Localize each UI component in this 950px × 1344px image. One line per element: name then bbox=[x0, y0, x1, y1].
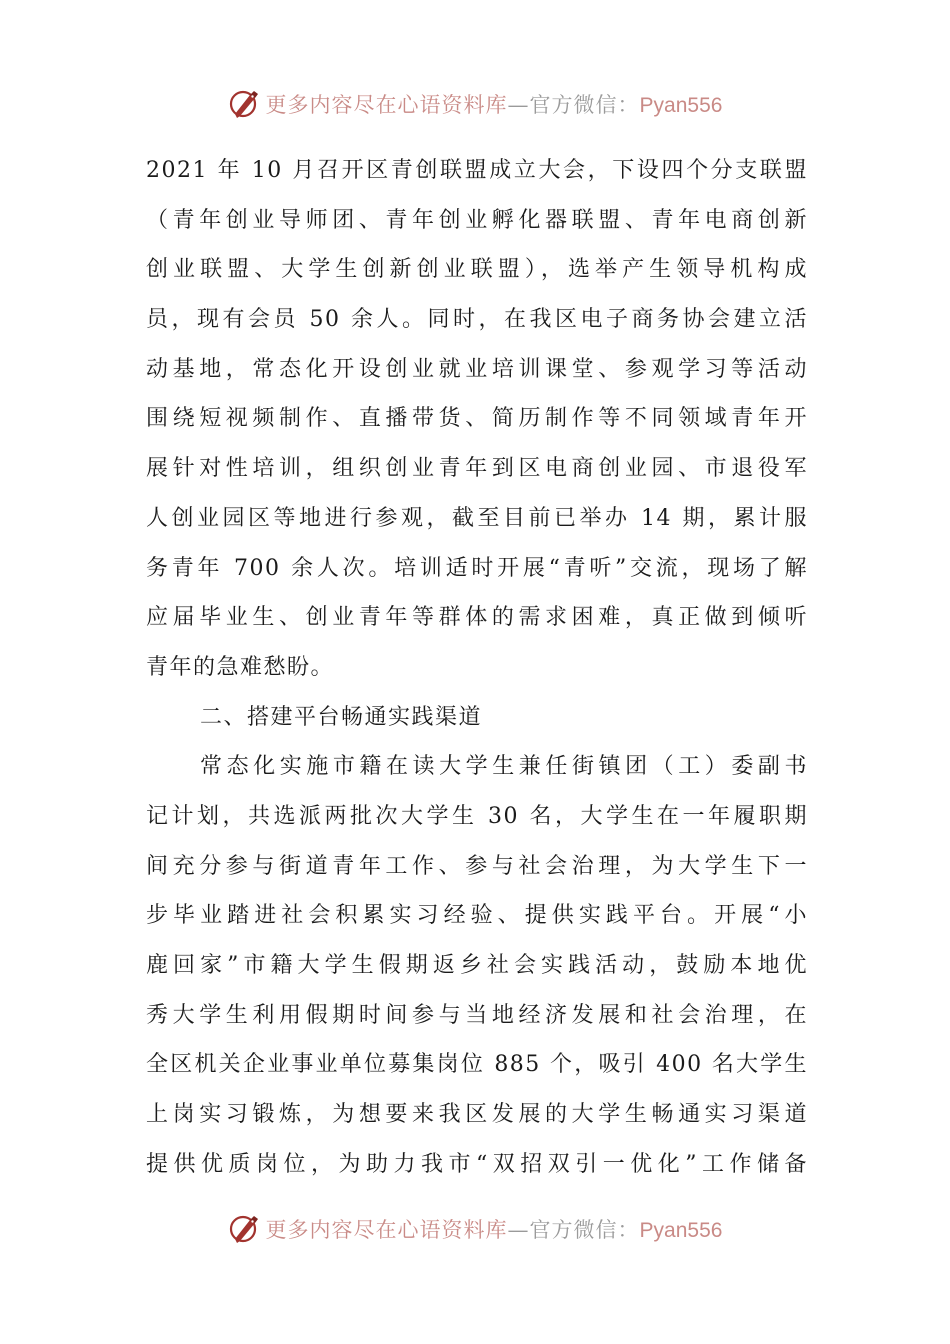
paragraph-line: 展针对性培训，组织创业青年到区电商创业园、市退役军 bbox=[146, 456, 808, 482]
watermark-text bbox=[266, 89, 723, 119]
watermark-id: Pyan556 bbox=[639, 94, 723, 117]
paragraph-line: 2021 年 10 月召开区青创联盟成立大会，下设四个分支联盟 bbox=[146, 158, 808, 183]
section-heading: 二、搭建平台畅通实践渠道 bbox=[200, 704, 483, 730]
paragraph-line: 提供优质岗位，为助力我市“双招双引一优化”工作储备 bbox=[146, 1151, 808, 1177]
paragraph-line: 上岗实习锻炼，为想要来我区发展的大学生畅通实习渠道 bbox=[146, 1102, 808, 1128]
watermark-brand: 更多内容尽在心语资料库 bbox=[265, 1218, 508, 1242]
watermark-label: 官方微信： bbox=[529, 93, 640, 117]
paragraph-line: 务青年 700 余人次。培训适时开展“青听”交流，现场了解 bbox=[146, 555, 808, 581]
paragraph-line: 秀大学生利用假期时间参与当地经济发展和社会治理，在 bbox=[146, 1002, 808, 1028]
paragraph-line: （青年创业导师团、青年创业孵化器联盟、青年电商创新 bbox=[146, 207, 808, 233]
paragraph-line: 应届毕业生、创业青年等群体的需求困难，真正做到倾听 bbox=[146, 605, 808, 631]
paragraph-line: 间充分参与街道青年工作、参与社会治理，为大学生下一 bbox=[146, 853, 808, 879]
watermark-brand: 更多内容尽在心语资料库 bbox=[265, 93, 508, 117]
paragraph-line: 鹿回家”市籍大学生假期返乡社会实践活动，鼓励本地优 bbox=[146, 953, 808, 978]
paragraph-line: 员，现有会员 50 余人。同时，在我区电子商务协会建立活 bbox=[146, 307, 808, 333]
document-body bbox=[146, 146, 808, 1189]
paragraph-line: 动基地，常态化开设创业就业培训课堂、参观学习等活动 bbox=[146, 356, 808, 382]
watermark-id: Pyan556 bbox=[639, 1219, 723, 1242]
watermark-separator: — bbox=[507, 1218, 530, 1242]
footer-watermark bbox=[0, 1207, 950, 1251]
paragraph-line: 创业联盟、大学生创新创业联盟），选举产生领导机构成 bbox=[146, 257, 808, 283]
paragraph-line: 步毕业踏进社会积累实习经验、提供实践平台。开展“小 bbox=[146, 903, 808, 929]
pen-logo-icon bbox=[228, 1212, 262, 1246]
paragraph-line: 全区机关企业事业单位募集岗位 885 个，吸引 400 名大学生 bbox=[146, 1052, 808, 1078]
paragraph-line: 记计划，共选派两批次大学生 30 名，大学生在一年履职期 bbox=[146, 803, 808, 829]
header-watermark bbox=[0, 82, 950, 126]
watermark-separator: — bbox=[507, 93, 530, 117]
paragraph-line: 常态化实施市籍在读大学生兼任街镇团（工）委副书 bbox=[200, 754, 808, 780]
watermark-text bbox=[266, 1214, 723, 1244]
watermark-label: 官方微信： bbox=[529, 1218, 640, 1242]
paragraph-line: 人创业园区等地进行参观，截至目前已举办 14 期，累计服 bbox=[146, 505, 808, 531]
paragraph-line: 围绕短视频制作、直播带货、简历制作等不同领域青年开 bbox=[146, 406, 808, 432]
paragraph-line: 青年的急难愁盼。 bbox=[146, 654, 335, 680]
pen-logo-icon bbox=[228, 87, 262, 121]
